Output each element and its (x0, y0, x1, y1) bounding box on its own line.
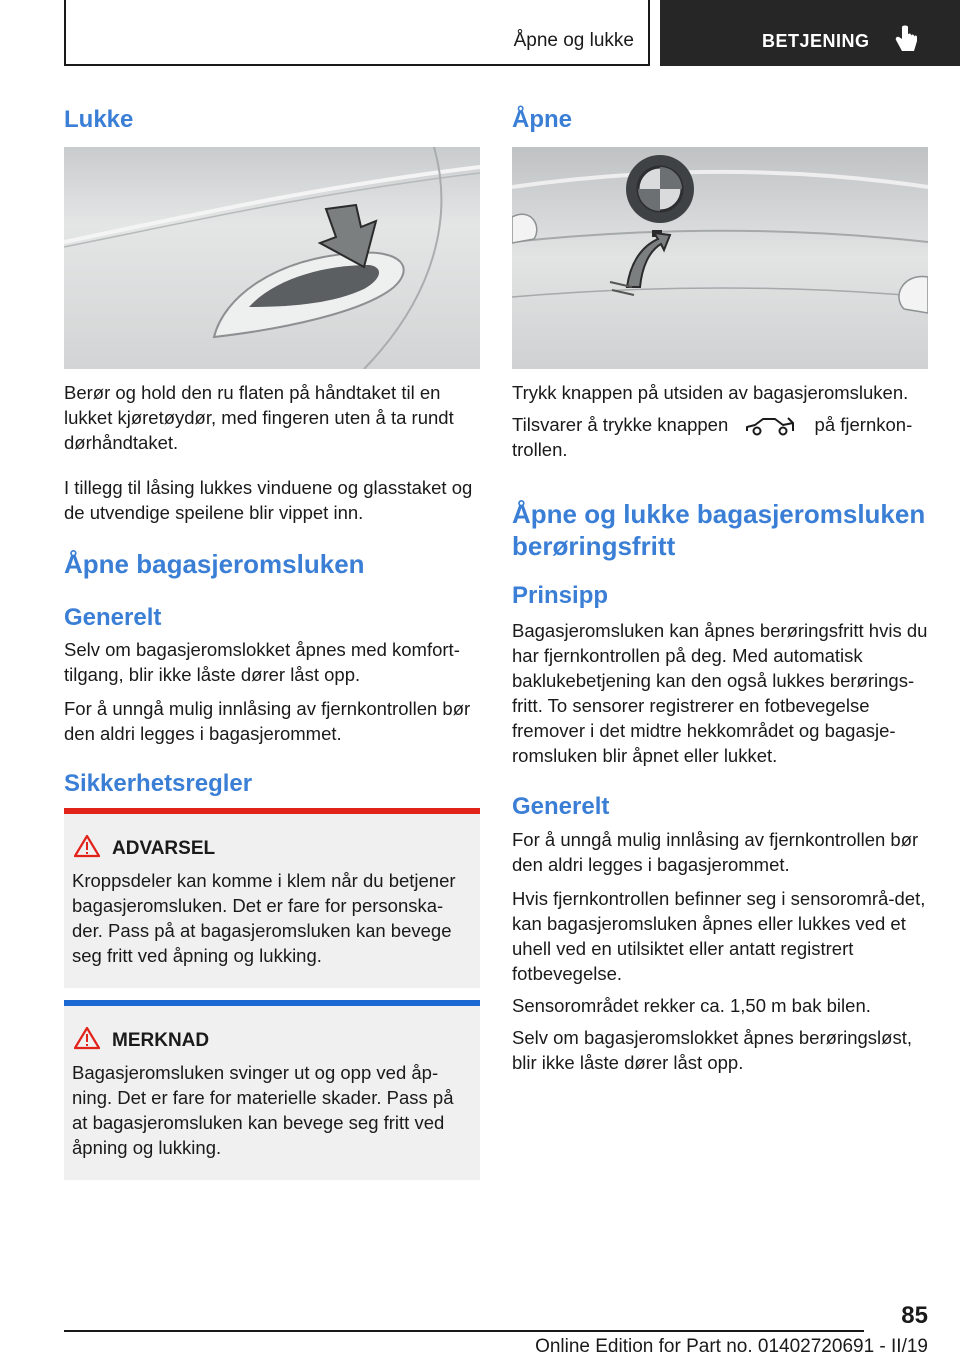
generelt-heading-right: Generelt (512, 793, 610, 820)
prinsipp-heading: Prinsipp (512, 582, 609, 609)
bagasjeromsluken-heading: Åpne bagasjeromsluken (64, 549, 365, 579)
generelt-left-paragraph-1: Selv om bagasjeromslokket åpnes med komfort-tilgang, blir ikke låste dører låst opp. (64, 639, 460, 685)
generelt-heading-left: Generelt (64, 604, 162, 631)
generelt-right-paragraph-2: Hvis fjernkontrollen befinner seg i sensorområ-det, kan bagasjeromsluken åpnes eller lukkes ved et uhell ved en utilsiktet eller antatt registrert fotbevegelse. (512, 888, 926, 984)
car-trunk-remote-icon (745, 415, 795, 437)
header-chapter-tab[interactable] (660, 0, 960, 66)
header-chapter-label: BETJENING (762, 31, 870, 51)
warning-box (64, 808, 480, 988)
generelt-right-paragraph-1: For å unngå mulig innlåsing av fjernkontrollen bør den aldri legges i bagasjerommet. (512, 829, 919, 875)
apne-paragraph-2-end: på fjernkon- (814, 414, 913, 435)
warning-triangle-icon (74, 834, 100, 858)
generelt-right-paragraph-3: Sensorområdet rekker ca. 1,50 m bak bilen. (512, 995, 871, 1016)
apne-paragraph-1: Trykk knappen på utsiden av bagasjeromsluken. (512, 382, 909, 403)
notice-bar (64, 1000, 480, 1006)
header-section-title: Åpne og lukke (513, 30, 634, 51)
warning-bar (64, 808, 480, 814)
notice-triangle-icon (74, 1026, 100, 1050)
lukke-paragraph-2: I tillegg til låsing lukkes vinduene og glasstaket og de utvendige speilene blir vippet inn. (64, 477, 473, 523)
generelt-right-paragraph-4: Selv om bagasjeromslokket åpnes berøringsløst, blir ikke låste dører låst opp. (512, 1027, 912, 1073)
lukke-heading: Lukke (64, 106, 134, 133)
notice-title: MERKNAD (112, 1030, 210, 1051)
apne-paragraph-2-start: Tilsvarer å trykke knappen (512, 414, 729, 435)
apne-heading: Åpne (512, 106, 572, 133)
pointing-hand-icon (894, 25, 920, 55)
edition-text: Online Edition for Part no. 01402720691 - II/19 (535, 1336, 928, 1357)
tailgate-button-photo (512, 147, 928, 369)
touchfree-heading: Åpne og lukke bagasjeromsluken berøringsfritt (512, 499, 926, 561)
warning-title: ADVARSEL (112, 838, 216, 859)
door-handle-photo (64, 147, 480, 369)
warning-text: Kroppsdeler kan komme i klem når du betjener bagasjeromsluken. Det er fare for personska-der. Pass på at bagasjeromsluken kan bevege seg fritt ved åpning og lukking. (72, 870, 456, 966)
apne-paragraph-2-cont: trollen. (512, 439, 568, 461)
header-section-box (64, 0, 650, 66)
prinsipp-paragraph: Bagasjeromsluken kan åpnes berøringsfritt hvis du har fjernkontrollen på deg. Med automatisk baklukebetjening kan den også lukkes berørings-fritt. To sensorer registrerer en fotbevegelse fremover i det midtre hekkområdet og bagasje-romsluken blir åpnet eller lukket. (512, 620, 928, 766)
page-number: 85 (901, 1302, 928, 1329)
sikkerhetsregler-heading: Sikkerhetsregler (64, 770, 253, 797)
generelt-left-paragraph-2: For å unngå mulig innlåsing av fjernkontrollen bør den aldri legges i bagasjerommet. (64, 698, 471, 744)
lukke-paragraph-1: Berør og hold den ru flaten på håndtaket til en lukket kjøretøydør, med fingeren uten å ta rundt dørhåndtaket. (64, 382, 454, 453)
notice-box (64, 1000, 480, 1180)
apne-paragraph-2 (512, 412, 928, 462)
footer-divider (64, 1330, 864, 1332)
notice-text: Bagasjeromsluken svinger ut og opp ved åp-ning. Det er fare for materielle skader. Pass på at bagasjeromsluken kan bevege seg fritt ved åpning og lukking. (72, 1062, 454, 1158)
